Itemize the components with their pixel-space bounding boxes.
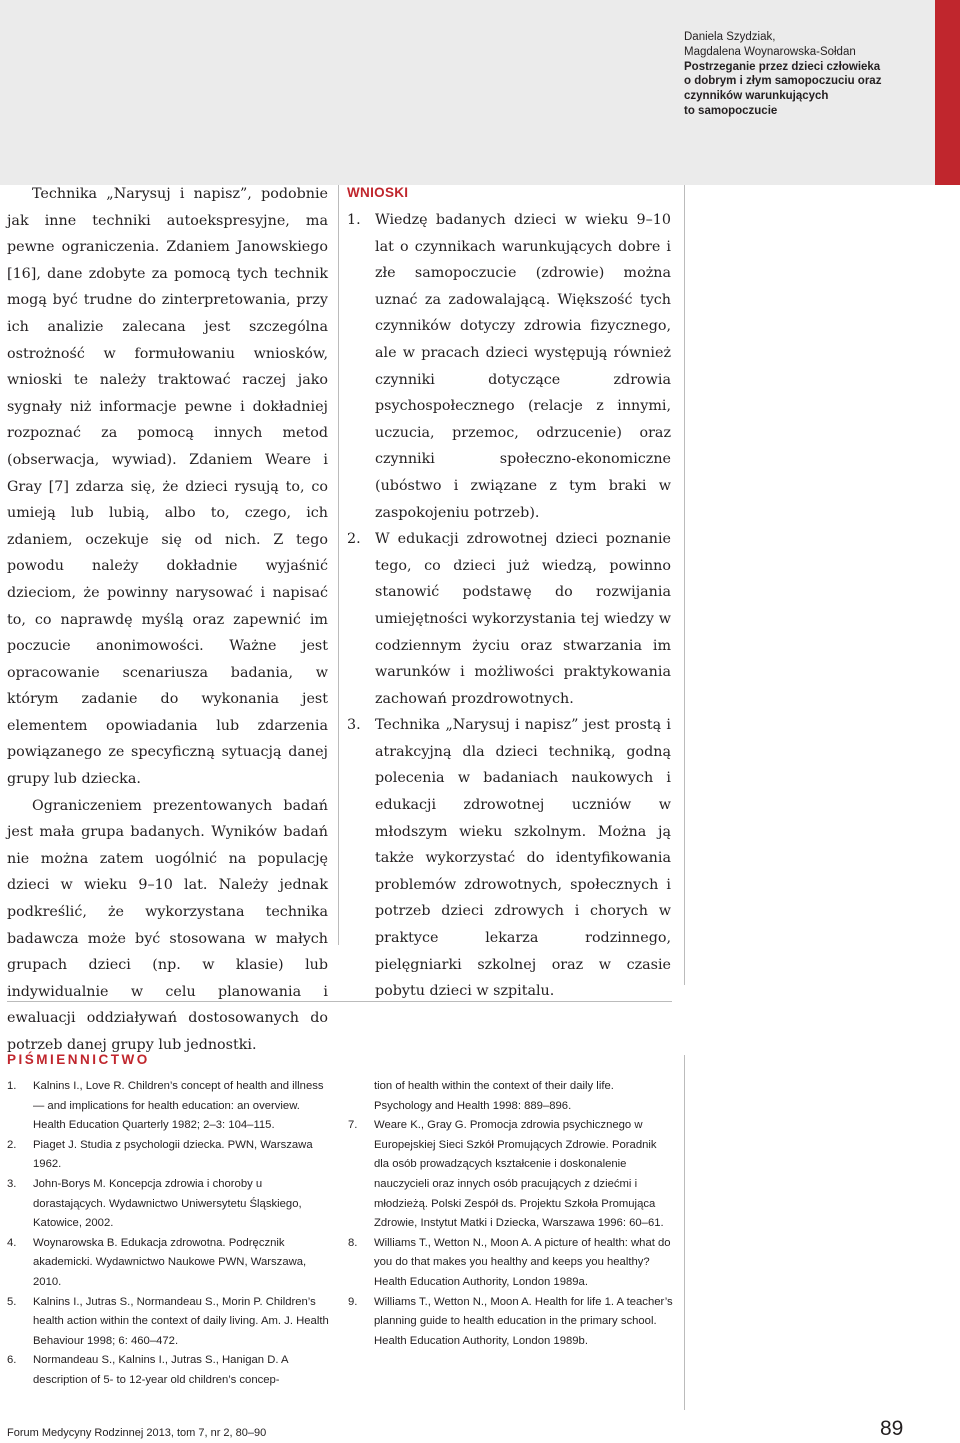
conclusion-number: 3. <box>347 717 361 734</box>
conclusion-text: Wiedzę badanych dzieci w wieku 9–10 lat o czynnikach warunkujących dobre i złe samopoczucie (zdrowie) można uznać za zadowalającą. Większość tych czynników dotyczy zdrowia fizycznego, ale w pracach dzieci występują również czynniki dotyczące zdrowia psychospołecznego (relacje z innymi, uczucia, przemoc, odrzucenie) oraz czynniki społeczno-ekonomiczne (ubóstwo i związane z tym braki w zaspokojeniu potrzeb). <box>375 212 671 521</box>
conclusion-number: 2. <box>347 531 361 548</box>
references-heading: PIŚMIENNICTWO <box>7 1052 150 1067</box>
article-title-line: to samopoczucie <box>684 104 778 117</box>
page-number: 89 <box>880 1417 904 1440</box>
conclusions-column <box>347 181 671 1005</box>
reference-item <box>7 1351 332 1390</box>
running-head <box>684 30 924 119</box>
reference-text: Piaget J. Studia z psychologii dziecka. PWN, Warszawa 1962. <box>33 1138 313 1171</box>
reference-text: Normandeau S., Kalnins I., Jutras S., Hanigan D. A description of 5- to 12-year old children’s concep- <box>33 1354 288 1386</box>
reference-text: Weare K., Gray G. Promocja zdrowia psychicznego w Europejskiej Sieci Szkół Promujących Zdrowie. Poradnik dla osób prowadzących kształcenie i doskonalenie nauczycieli oraz innych osób pracujących z dziećmi i młodzieżą. Polski Zespół ds. Projektu Szkoła Promująca Zdrowie, Instytut Matki i Dziecka, Warszawa 1996: 60–61. <box>374 1119 664 1230</box>
conclusion-text: W edukacji zdrowotnej dzieci poznanie tego, co dzieci już wiedzą, powinno stanowić podstawę do rozwijania umiejętności wykorzystania tej wiedzy w codziennym życiu oraz stwarzania im warunków i możliwości praktykowania zachowań prozdrowotnych. <box>375 531 671 707</box>
left-text-column <box>7 181 328 1059</box>
reference-number: 2. <box>7 1138 17 1151</box>
reference-item <box>7 1175 332 1234</box>
references-right-column <box>348 1077 673 1351</box>
reference-number: 8. <box>348 1236 358 1249</box>
reference-item <box>7 1293 332 1352</box>
authors-line-2: Magdalena Woynarowska-Sołdan <box>684 45 856 58</box>
reference-item <box>7 1077 332 1136</box>
reference-item <box>348 1116 673 1234</box>
article-title-line: czynników warunkujących <box>684 90 829 103</box>
red-accent-tab <box>935 0 960 185</box>
margin-divider <box>684 185 685 985</box>
reference-text: Kalnins I., Love R. Children’s concept of health and illness — and implications for health education: an overview. Health Education Quarterly 1982; 2–3: 104–115. <box>33 1080 324 1132</box>
body-paragraph: Ograniczeniem prezentowanych badań jest mała grupa badanych. Wyników badań nie można zatem uogólnić na populację dzieci w wieku 9–10 lat. Należy jednak podkreślić, że wykorzystana technika badawcza może być stosowana w małych grupach dzieci (np. w klasie) lub indywidualnie w celu planowania i ewaluacji oddziaływań dostosowanych do potrzeb danej grupy lub jednostki. <box>7 797 328 1053</box>
conclusions-heading: WNIOSKI <box>347 185 409 200</box>
references-left-column <box>7 1077 332 1391</box>
reference-number: 9. <box>348 1295 358 1308</box>
reference-number: 3. <box>7 1177 17 1190</box>
conclusion-item <box>347 207 671 526</box>
reference-text: Woynarowska B. Edukacja zdrowotna. Podręcznik akademicki. Wydawnictwo Naukowe PWN, Warszawa, 2010. <box>33 1236 307 1288</box>
conclusion-text: Technika „Narysuj i napisz” jest prostą i atrakcyjną dla dzieci techniką, godną polecenia w badaniach naukowych i edukacji zdrowotnej uczniów w młodszym wieku szkolnym. Można ją także wykorzystać do identyfikowania problemów zdrowotnych, społecznych i potrzeb dzieci zdrowych i chorych w praktyce lekarza rodzinnego, pielęgniarki szkolnej oraz w czasie pobytu dzieci w szpitalu. <box>375 717 671 1000</box>
body-paragraph: Technika „Narysuj i napisz”, podobnie jak inne techniki autoekspresyjne, ma pewne ograniczenia. Zdaniem Janowskiego [16], dane zdobyte za pomocą tych technik mogą być trudne do zinterpretowania, przy ich analizie zalecana jest szczególna ostrożność w formułowaniu wniosków, wnioski te należy traktować raczej jako sygnały niż informacje pewne i dokładniej rozpoznać za pomocą innych metod (obserwacja, wywiad). Zdaniem Weare i Gray [7] zdarza się, że dzieci rysują to, co umieją lub lubią, albo to, czego, ich zdaniem, oczekuje się od nich. Z tego powodu należy dokładnie wyjaśnić dzieciom, że powinny narysować i napisać to, co naprawdę myślą oraz zapewnić im poczucie anonimowości. Ważne jest opracowanie scenariusza badania, w którym zadanie do wykonania jest elementem opowiadania lub zdarzenia powiązanego ze specyficzną sytuacją danej grupy lub dziecka. <box>7 186 328 788</box>
article-title-line: Postrzeganie przez dzieci człowieka <box>684 60 881 73</box>
reference-number: 1. <box>7 1080 17 1092</box>
column-divider <box>338 185 339 945</box>
conclusion-item <box>347 712 671 1005</box>
reference-text: Kalnins I., Jutras S., Normandeau S., Morin P. Children’s health action within the context of daily living. Am. J. Health Behaviour 1998; 6: 460–472. <box>33 1295 329 1347</box>
reference-text: Williams T., Wetton N., Moon A. Health for life 1. A teacher’s planning guide to health education in the primary school. Health Education Authority, London 1989b. <box>374 1295 673 1347</box>
horizontal-rule <box>7 1001 672 1002</box>
reference-text: Williams T., Wetton N., Moon A. A picture of health: what do you do that makes you healthy and keeps you healthy? Health Education Authority, London 1989a. <box>374 1236 671 1288</box>
reference-item <box>7 1234 332 1293</box>
reference-item <box>7 1136 332 1175</box>
reference-number: 7. <box>348 1119 358 1132</box>
reference-number: 6. <box>7 1354 17 1367</box>
reference-number: 5. <box>7 1295 17 1308</box>
reference-number: 4. <box>7 1236 17 1249</box>
conclusion-number: 1. <box>347 212 361 228</box>
reference-item <box>348 1293 673 1352</box>
article-title-line: o dobrym i złym samopoczuciu oraz <box>684 75 882 88</box>
conclusion-item <box>347 526 671 712</box>
margin-divider <box>684 1055 685 1410</box>
reference-continuation: tion of health within the context of their daily life. Psychology and Health 1998: 889–896. <box>374 1080 614 1112</box>
reference-item <box>348 1234 673 1293</box>
reference-text: John-Borys M. Koncepcja zdrowia i choroby u dorastających. Wydawnictwo Uniwersytetu Śląskiego, Katowice, 2002. <box>33 1177 302 1230</box>
authors-line-1: Daniela Szydziak, <box>684 31 776 43</box>
journal-footer: Forum Medycyny Rodzinnej 2013, tom 7, nr 2, 80–90 <box>7 1427 267 1439</box>
